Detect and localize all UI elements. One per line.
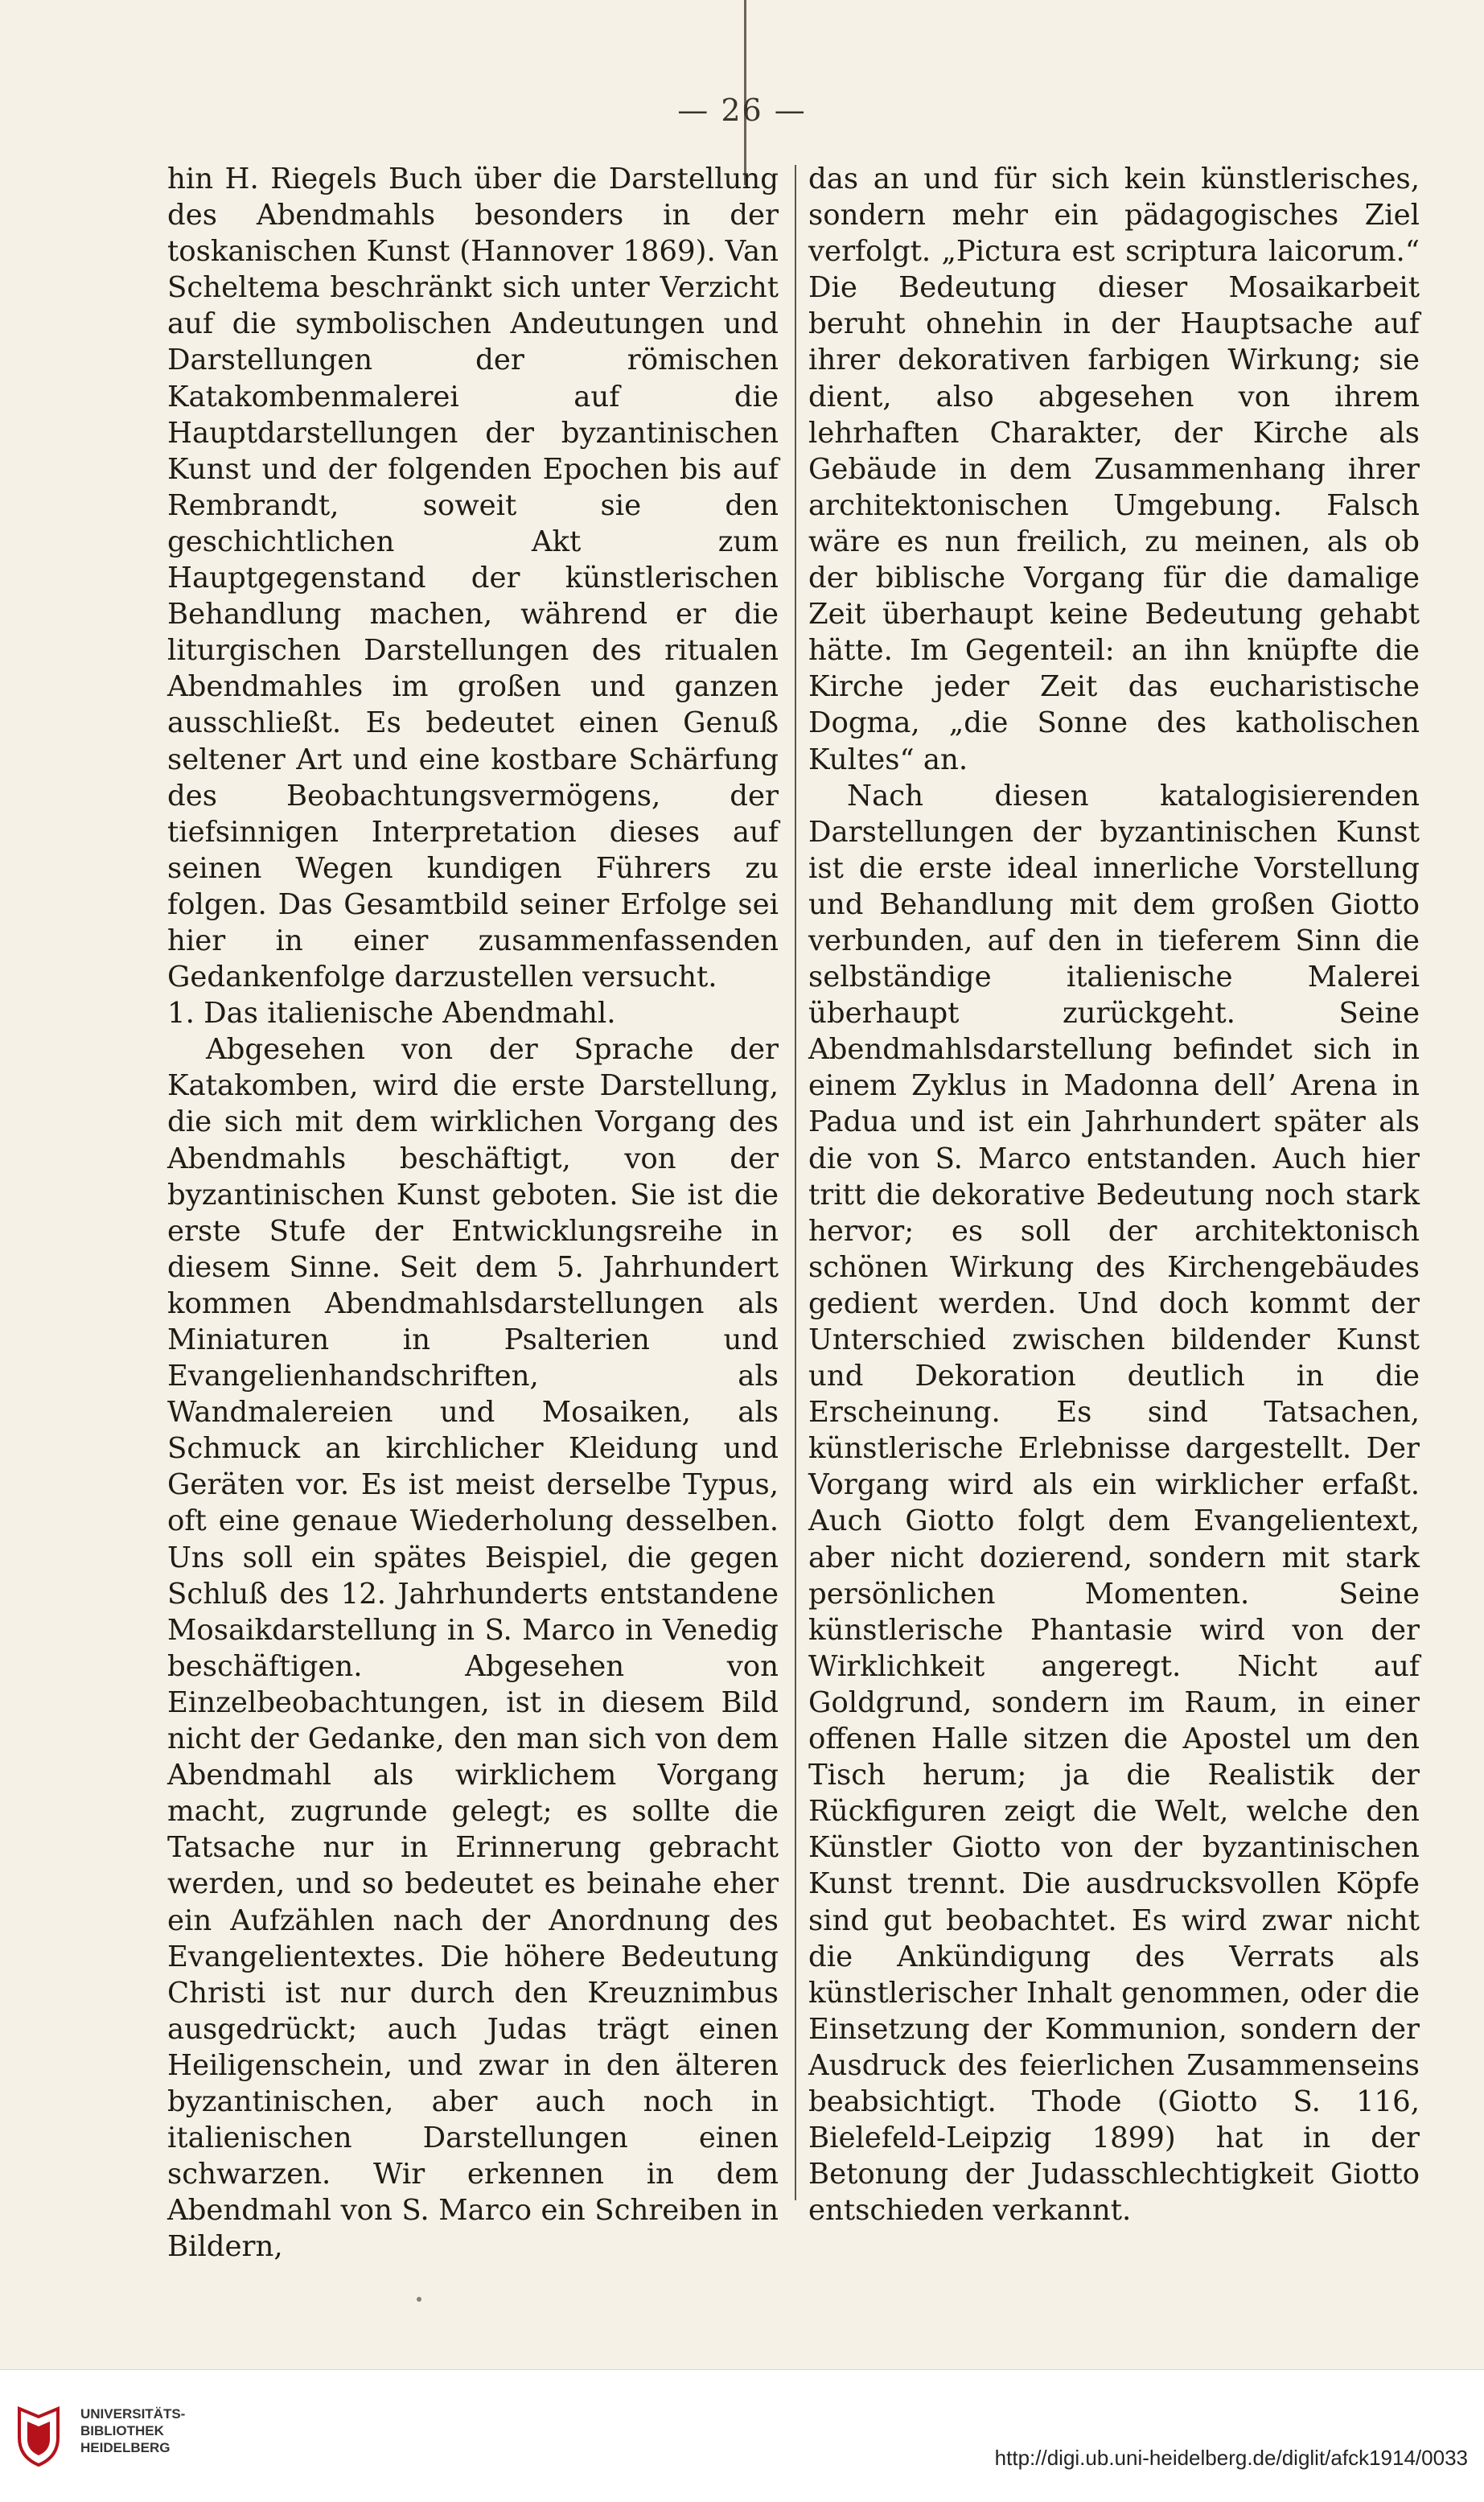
right-text-column xyxy=(808,161,1420,2228)
paragraph: Nach diesen katalogisierenden Darstellungen der byzantinischen Kunst ist die erste ideal innerliche Vorstellung und Behandlung mit dem großen Giotto verbunden, auf den in tieferem Sinn die selbständige italienische Malerei überhaupt zurückgeht. Seine Abendmahlsdarstellung befindet sich in einem Zyklus in Madonna dell’ Arena in Padua und ist ein Jahrhundert später als die von S. Marco entstanden. Auch hier tritt die dekorative Bedeutung noch stark hervor; es soll der architektonisch schönen Wirkung des Kirchengebäudes gedient werden. Und doch kommt der Unterschied zwischen bildender Kunst und Dekoration deutlich in die Erscheinung. Es sind Tatsachen, künstlerische Erlebnisse dargestellt. Der Vorgang wird als ein wirklicher erfaßt. Auch Giotto folgt dem Evangelientext, aber nicht dozierend, sondern mit stark persönlichen Momenten. Seine künstlerische Phantasie wird von der Wirklichkeit angeregt. Nicht auf Goldgrund, sondern im Raum, in einer offenen Halle sitzen die Apostel um den Tisch herum; ja die Realistik der Rückfiguren zeigt die Welt, welche den Künstler Giotto von der byzantinischen Kunst trennt. Die ausdrucksvollen Köpfe sind gut beobachtet. Es wird zwar nicht die Ankündigung des Verrats als künstlerischer Inhalt genommen, oder die Einsetzung der Kommunion, sondern der Ausdruck des feierlichen Zusammenseins beabsichtigt. Thode (Giotto S. 116, Bielefeld-Leipzig 1899) hat in der Betonung der Judasschlechtigkeit Giotto entschieden verkannt. xyxy=(808,779,1420,2228)
column-divider xyxy=(795,165,796,2200)
paragraph: Abgesehen von der Sprache der Katakomben, wird die erste Darstellung, die sich mit dem wirklichen Vorgang des Abendmahls beschäftigt, von der byzantinischen Kunst geboten. Sie ist die erste Stufe der Entwicklungsreihe in diesem Sinne. Seit dem 5. Jahrhundert kommen Abendmahlsdarstellungen als Miniaturen in Psalterien und Evangelienhandschriften, als Wandmalereien und Mosaiken, als Schmuck an kirchlicher Kleidung und Geräten vor. Es ist meist derselbe Typus, oft eine genaue Wiederholung desselben. Uns soll ein spätes Beispiel, die gegen Schluß des 12. Jahrhunderts entstandene Mosaikdarstellung in S. Marco in Venedig beschäftigen. Abgesehen von Einzelbeobachtungen, ist in diesem Bild nicht der Gedanke, den man sich von dem Abendmahl als wirklichem Vorgang macht, zugrunde gelegt; es sollte die Tatsache nur in Erinnerung gebracht werden, und so bedeutet es beinahe eher ein Aufzählen nach der Anordnung des Evangelientextes. Die höhere Bedeutung Christi ist nur durch den Kreuznimbus ausgedrückt; auch Judas trägt einen Heiligenschein, und zwar in den älteren byzantinischen, aber auch noch in italienischen Darstellungen einen schwarzen. Wir erkennen in dem Abendmahl von S. Marco ein Schreiben in Bildern, xyxy=(167,1033,779,2264)
library-name xyxy=(80,2405,290,2456)
paragraph: das an und für sich kein künstlerisches, sondern mehr ein pädagogisches Ziel verfolgt. „Pictura est scriptura laicorum.“ Die Bedeutung dieser Mosaikarbeit beruht ohnehin in der Hauptsache auf ihrer dekorativen farbigen Wirkung; sie dient, also abgesehen von ihrem lehrhaften Charakter, der Kirche als Gebäude in dem Zusammenhang ihrer architektonischen Umgebung. Falsch wäre es nun freilich, zu meinen, als ob der biblische Vorgang für die damalige Zeit überhaupt keine Bedeutung gehabt hätte. Im Gegenteil: an ihn knüpfte die Kirche jeder Zeit das eucharistische Dogma, „die Sonne des katholischen Kultes“ an. xyxy=(808,163,1420,776)
paper-spot xyxy=(417,2297,421,2302)
paragraph: hin H. Riegels Buch über die Darstellung des Abendmahls besonders in der toskanischen Kunst (Hannover 1869). Van Scheltema beschränkt sich unter Verzicht auf die symbolischen Andeutungen und Darstellungen der römischen Katakombenmalerei auf die Hauptdarstellungen der byzantinischen Kunst und der folgenden Epochen bis auf Rembrandt, soweit sie den geschichtlichen Akt zum Hauptgegenstand der künstlerischen Behandlung machen, während er die liturgischen Darstellungen des ritualen Abendmahles im großen und ganzen ausschließt. Es bedeutet einen Genuß seltener Art und eine kostbare Schärfung des Beobachtungsvermögens, der tiefsinnigen Interpretation dieses auf seinen Wegen kundigen Führers zu folgen. Das Gesamtbild seiner Erfolge sei hier in einer zusammenfassenden Gedankenfolge darzustellen versucht. xyxy=(167,163,779,994)
library-name-line: HEIDELBERG xyxy=(80,2440,171,2455)
library-name-line: BIBLIOTHEK xyxy=(80,2423,164,2438)
page-number: — 26 — xyxy=(677,93,807,128)
section-heading: 1. Das italienische Abendmahl. xyxy=(167,997,616,1031)
permalink-url[interactable]: http://digi.ub.uni-heidelberg.de/diglit/afck1914/0033 xyxy=(994,2446,1468,2470)
left-text-column xyxy=(167,161,779,2264)
university-seal-icon xyxy=(14,2405,63,2468)
library-name-line: UNIVERSITÄTS- xyxy=(80,2406,186,2422)
